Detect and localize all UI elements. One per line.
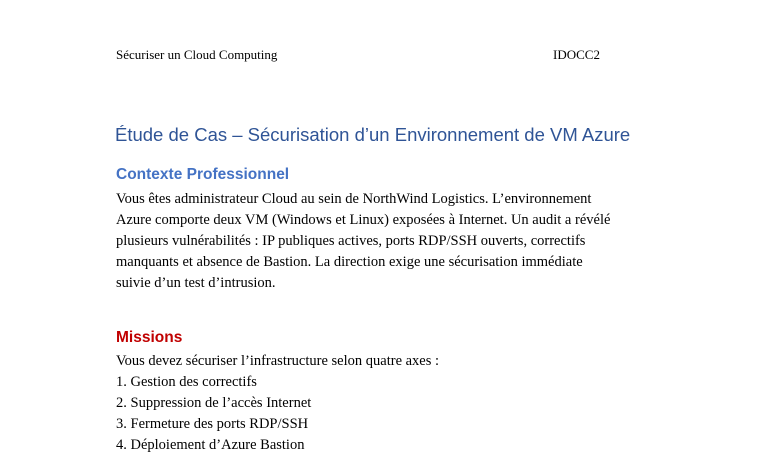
missions-list [116,351,439,456]
header-course-title: Sécuriser un Cloud Computing [116,47,278,62]
header-course-code: IDOCC2 [553,47,600,62]
missions-heading: Missions [116,329,183,346]
mission-item: 1. Gestion des correctifs [116,374,257,390]
mission-item: 2. Suppression de l’accès Internet [116,395,312,411]
mission-item: 3. Fermeture des ports RDP/SSH [116,416,309,432]
document-title: Étude de Cas – Sécurisation d’un Environnement de VM Azure [115,124,631,145]
missions-intro: Vous devez sécuriser l’infrastructure selon quatre axes : [116,353,440,369]
context-line: manquants et absence de Bastion. La direction exige une sécurisation immédiate [116,254,583,270]
context-paragraph [116,189,676,294]
context-line: Azure comporte deux VM (Windows et Linux) exposées à Internet. Un audit a révélé [116,212,611,228]
context-line: suivie d’un test d’intrusion. [116,275,276,291]
mission-item: 4. Déploiement d’Azure Bastion [116,437,305,453]
context-line: Vous êtes administrateur Cloud au sein de NorthWind Logistics. L’environnement [116,191,592,207]
context-heading: Contexte Professionnel [116,166,290,183]
context-line: plusieurs vulnérabilités : IP publiques actives, ports RDP/SSH ouverts, correctifs [116,233,586,249]
